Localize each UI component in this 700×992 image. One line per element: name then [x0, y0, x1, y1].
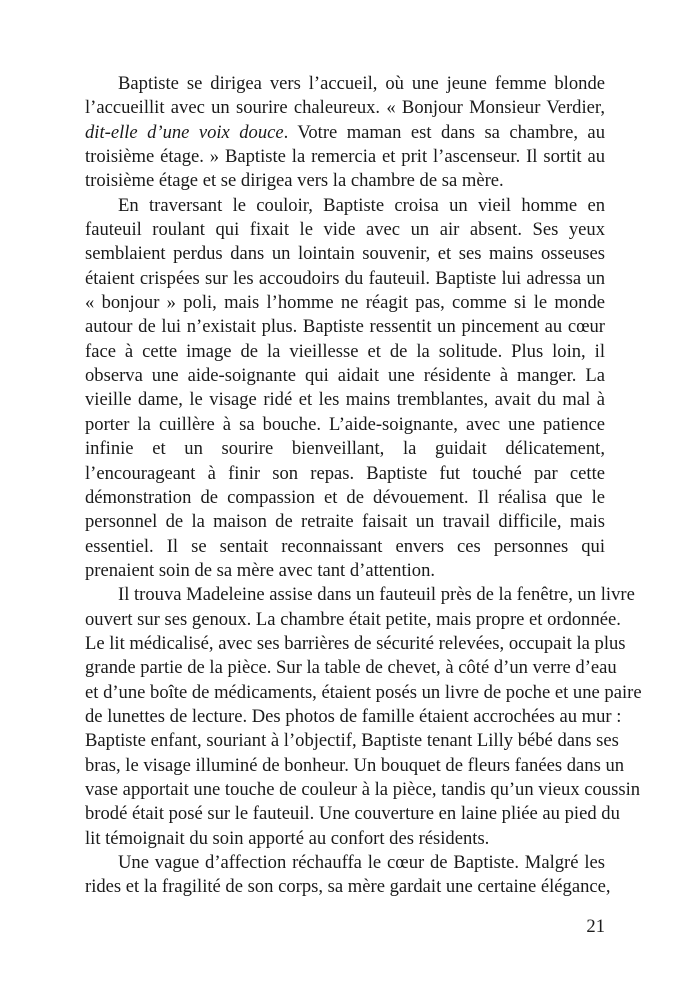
- text-line: et d’une boîte de médicaments, étaient posés un livre de poche et une paire: [85, 681, 642, 703]
- text-line: vieille dame, le visage ridé et les mains tremblantes, avait du mal à: [85, 389, 605, 411]
- text-line: observa une aide-soignante qui aidait une résidente à manger. La: [85, 365, 605, 387]
- paragraph: [85, 72, 605, 194]
- text-line: l’encourageant à finir son repas. Baptiste fut touché par cette: [85, 462, 605, 484]
- text-line: « bonjour » poli, mais l’homme ne réagit pas, comme si le monde: [85, 292, 605, 314]
- text-line: ouvert sur ses genoux. La chambre était petite, mais propre et ordonnée.: [85, 608, 621, 630]
- text-line: essentiel. Il se sentait reconnaissant envers ces personnes qui: [85, 535, 605, 557]
- text-line: [85, 121, 605, 145]
- text-line: fauteuil roulant qui fixait le vide avec un air absent. Ses yeux: [85, 219, 605, 241]
- text-line: bras, le visage illuminé de bonheur. Un bouquet de fleurs fanées dans un: [85, 754, 625, 776]
- text-line: Il trouva Madeleine assise dans un fauteuil près de la fenêtre, un livre: [118, 584, 635, 606]
- text-line: démonstration de compassion et de dévouement. Il réalisa que le: [85, 486, 605, 508]
- line-rest: . Votre maman est dans sa chambre, au: [283, 121, 605, 143]
- text-line: personnel de la maison de retraite faisait un travail difficile, mais: [85, 511, 605, 533]
- text-line: troisième étage et se dirigea vers la chambre de sa mère.: [85, 170, 504, 192]
- text-line: Baptiste enfant, souriant à l’objectif, Baptiste tenant Lilly bébé dans ses: [85, 730, 619, 752]
- body-text: [85, 72, 642, 900]
- text-line: infinie et un sourire bienveillant, la guidait délicatement,: [85, 438, 605, 460]
- page-number: 21: [586, 916, 605, 937]
- text-line: l’accueillit avec un sourire chaleureux. « Bonjour Monsieur Verdier,: [85, 97, 605, 119]
- text-line: vase apportait une touche de couleur à la pièce, tandis qu’un vieux coussin: [85, 778, 641, 800]
- text-line: Baptiste se dirigea vers l’accueil, où une jeune femme blonde: [118, 73, 605, 94]
- italic-speech-tag: dit-elle d’une voix douce: [85, 121, 284, 143]
- text-line: grande partie de la pièce. Sur la table de chevet, à côté d’un verre d’eau: [85, 657, 617, 679]
- text-line: troisième étage. » Baptiste la remercia et prit l’ascenseur. Il sortit au: [85, 146, 605, 168]
- text-line: brodé était posé sur le fauteuil. Une couverture en laine pliée au pied du: [85, 803, 620, 825]
- text-line: semblaient perdus dans un lointain souvenir, et ses mains osseuses: [85, 243, 605, 265]
- paragraph: [85, 583, 642, 851]
- text-line: lit témoignait du soin apporté au confort des résidents.: [85, 827, 490, 849]
- text-line: face à cette image de la vieillesse et de la solitude. Plus loin, il: [85, 340, 605, 362]
- text-line: Une vague d’affection réchauffa le cœur de Baptiste. Malgré les: [118, 852, 605, 873]
- paragraph: [85, 194, 605, 584]
- text-line: étaient crispées sur les accoudoirs du fauteuil. Baptiste lui adressa un: [85, 267, 605, 289]
- text-line: prenaient soin de sa mère avec tant d’attention.: [85, 559, 436, 581]
- text-line: Le lit médicalisé, avec ses barrières de sécurité relevées, occupait la plus: [85, 632, 626, 654]
- text-line: de lunettes de lecture. Des photos de famille étaient accrochées au mur :: [85, 705, 622, 727]
- text-line: En traversant le couloir, Baptiste croisa un vieil homme en: [118, 194, 605, 216]
- text-line: porter la cuillère à sa bouche. L’aide-soignante, avec une patience: [85, 413, 605, 435]
- paragraph: [85, 851, 611, 900]
- text-line: rides et la fragilité de son corps, sa mère gardait une certaine élégance,: [85, 876, 611, 898]
- text-line: autour de lui n’existait plus. Baptiste ressentit un pincement au cœur: [85, 316, 605, 338]
